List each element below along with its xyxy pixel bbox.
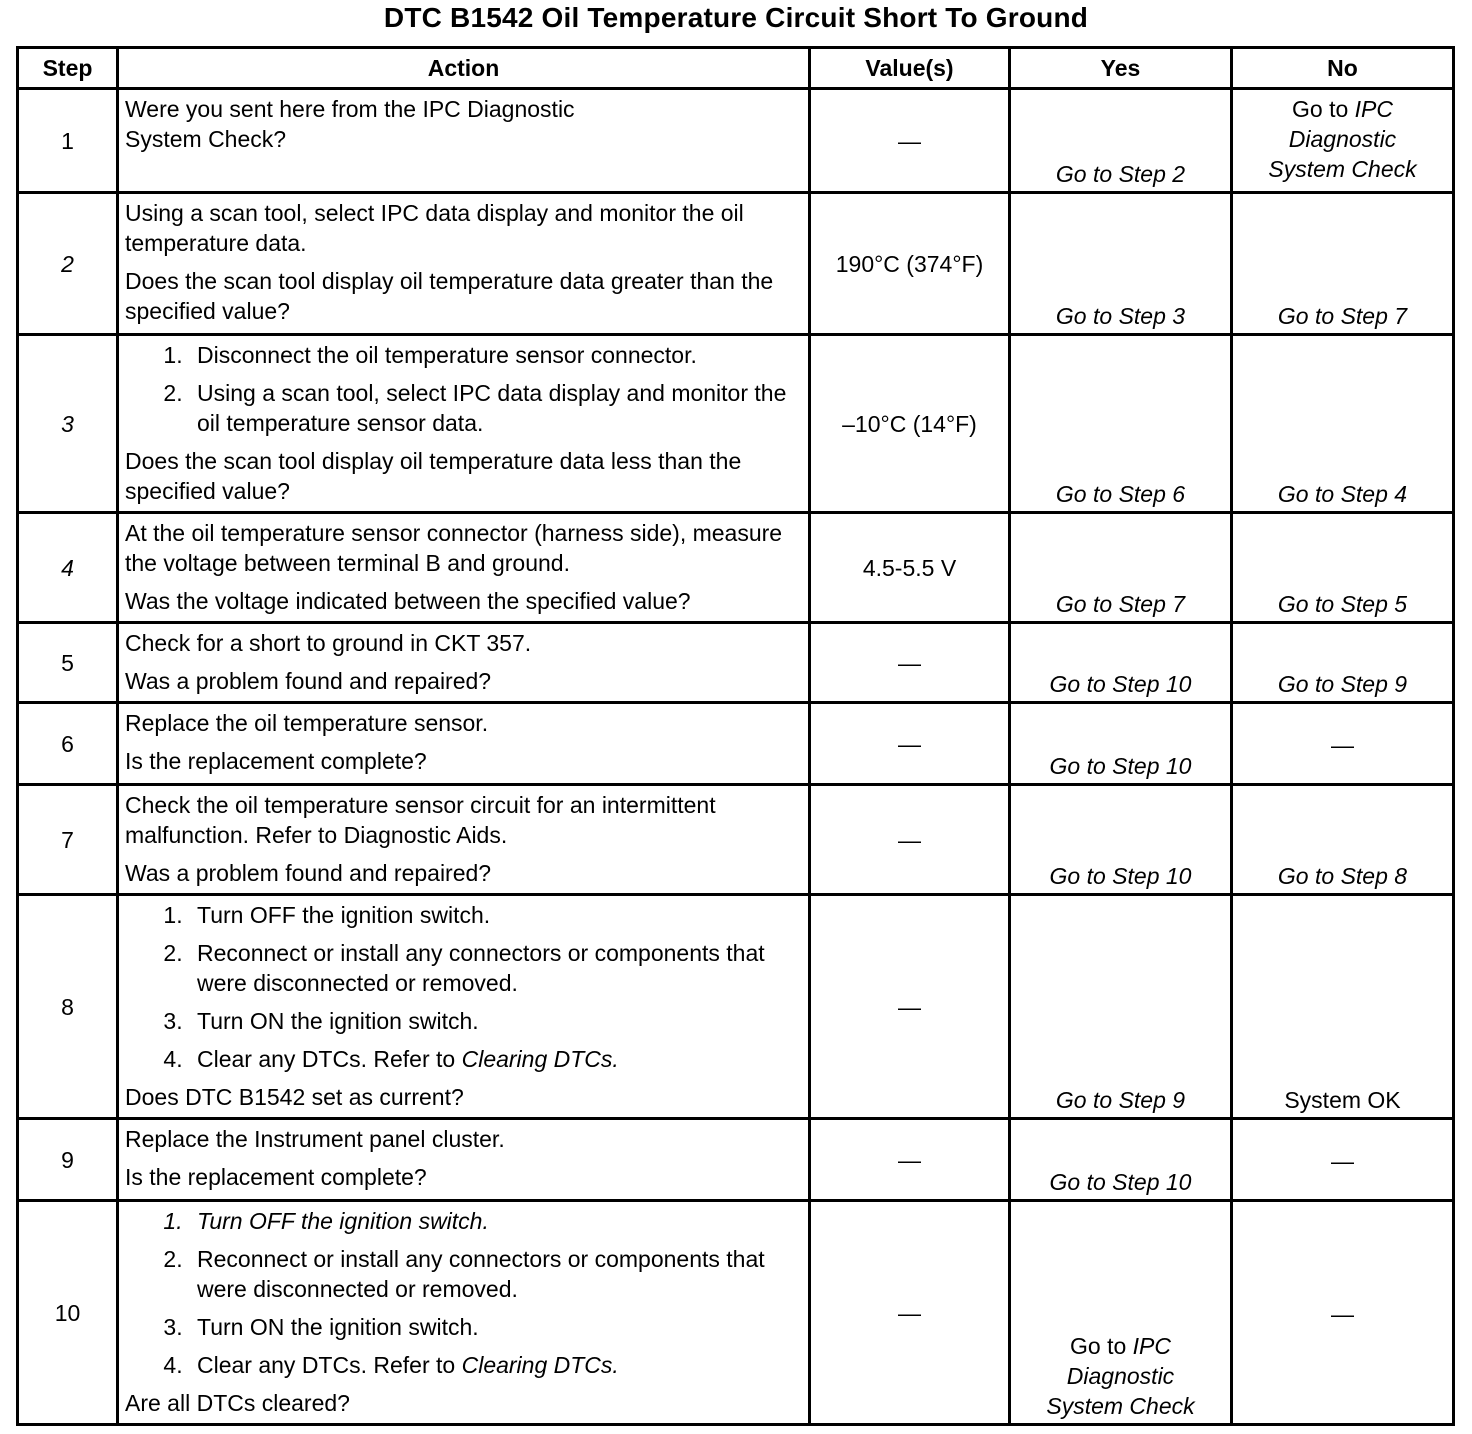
action-cell: [118, 785, 810, 895]
action-question: Was a problem found and repaired?: [125, 668, 492, 694]
step-number: 4: [18, 513, 118, 623]
header-step: Step: [18, 48, 118, 89]
step-number: 7: [18, 785, 118, 895]
dtc-table: [16, 46, 1455, 1426]
action-step-item: 2. Reconnect or install any connectors or components that were disconnected or removed.: [189, 938, 802, 998]
yes-goto: Go to Step 10: [1049, 753, 1192, 779]
yes-goto: Go to Step 3: [1055, 303, 1186, 329]
action-question: Is the replacement complete?: [125, 1164, 427, 1190]
yes-goto: Go to Step 9: [1055, 1087, 1186, 1113]
yes-goto: Go to Step 6: [1055, 481, 1186, 507]
yes-goto: Go to Step 10: [1049, 671, 1192, 697]
action-cell: [118, 335, 810, 513]
action-question: Was the voltage indicated between the specified value?: [125, 588, 691, 614]
table-row: [18, 89, 1454, 193]
action-steps-list: [125, 340, 802, 438]
action-line: Were you sent here from the IPC Diagnostic: [125, 96, 575, 122]
no-cell: —: [1232, 1119, 1454, 1201]
yes-cell: [1010, 1201, 1232, 1425]
action-question: Does the scan tool display oil temperature data less than the specified value?: [125, 448, 742, 504]
step-number: 8: [18, 895, 118, 1119]
table-row: [18, 1201, 1454, 1425]
action-instruction: Using a scan tool, select IPC data display and monitor the oil temperature data.: [125, 200, 744, 256]
action-cell: [118, 89, 810, 193]
action-line: System Check?: [125, 126, 287, 152]
action-step-item: [189, 1044, 802, 1074]
no-cell: [1232, 193, 1454, 335]
action-step-item: 1. Disconnect the oil temperature sensor connector.: [189, 340, 802, 370]
action-steps-list: [125, 1206, 802, 1380]
action-step-text: Clear any DTCs. Refer to: [197, 1352, 462, 1378]
yes-cell: [1010, 193, 1232, 335]
action-step-text: Clear any DTCs. Refer to: [197, 1046, 462, 1072]
table-row: [18, 513, 1454, 623]
header-values: Value(s): [810, 48, 1010, 89]
no-goto-ipc: IPC: [1354, 96, 1393, 122]
value-cell: —: [810, 895, 1010, 1119]
yes-goto: Go to Step 10: [1049, 863, 1192, 889]
table-row: [18, 193, 1454, 335]
action-step-item: 1. Turn OFF the ignition switch.: [189, 1206, 802, 1236]
action-cell: [118, 1119, 810, 1201]
yes-goto-diagnostic: Diagnostic: [1066, 1363, 1175, 1389]
yes-cell: [1010, 785, 1232, 895]
action-step-item: 1. Turn OFF the ignition switch.: [189, 900, 802, 930]
action-instruction: Check for a short to ground in CKT 357.: [125, 630, 532, 656]
yes-goto-ipc: IPC: [1132, 1333, 1171, 1359]
no-goto: Go to Step 7: [1277, 303, 1408, 329]
step-number: 3: [18, 335, 118, 513]
yes-cell: [1010, 513, 1232, 623]
no-goto: Go to Step 5: [1277, 591, 1408, 617]
value-cell: —: [810, 1119, 1010, 1201]
yes-cell: [1010, 335, 1232, 513]
no-cell: [1232, 89, 1454, 193]
table-row: [18, 895, 1454, 1119]
action-step-item: 3. Turn ON the ignition switch.: [189, 1006, 802, 1036]
value-cell: —: [810, 623, 1010, 703]
table-row: [18, 703, 1454, 785]
table-row: [18, 623, 1454, 703]
value-cell: 190°C (374°F): [810, 193, 1010, 335]
action-steps-list: [125, 900, 802, 1074]
no-goto: Go to Step 8: [1277, 863, 1408, 889]
table-row: [18, 335, 1454, 513]
no-cell: [1232, 785, 1454, 895]
action-cell: [118, 703, 810, 785]
action-cell: [118, 1201, 810, 1425]
action-cell: [118, 895, 810, 1119]
header-yes: Yes: [1010, 48, 1232, 89]
action-instruction: At the oil temperature sensor connector (harness side), measure the voltage between terminal B and ground.: [125, 520, 783, 576]
page-title: DTC B1542 Oil Temperature Circuit Short To Ground: [383, 2, 1089, 33]
table-row: [18, 1119, 1454, 1201]
yes-cell: [1010, 895, 1232, 1119]
action-cell: [118, 513, 810, 623]
no-cell: [1232, 335, 1454, 513]
no-cell: —: [1232, 703, 1454, 785]
action-step-item: [189, 1350, 802, 1380]
action-cell: [118, 623, 810, 703]
clearing-dtcs-reference: Clearing DTCs.: [461, 1046, 619, 1072]
no-cell: —: [1232, 1201, 1454, 1425]
action-question: Does DTC B1542 set as current?: [125, 1084, 464, 1110]
step-number: 2: [18, 193, 118, 335]
no-cell: [1232, 513, 1454, 623]
table-row: [18, 785, 1454, 895]
value-cell: –10°C (14°F): [810, 335, 1010, 513]
action-cell: [118, 193, 810, 335]
no-goto-prefix: Go to: [1292, 96, 1355, 122]
no-cell: [1232, 623, 1454, 703]
value-cell: —: [810, 703, 1010, 785]
no-goto-system-check: System Check: [1268, 156, 1417, 182]
value-cell: —: [810, 1201, 1010, 1425]
action-step-item: 3. Turn ON the ignition switch.: [189, 1312, 802, 1342]
yes-goto-prefix: Go to: [1070, 1333, 1133, 1359]
action-step-item: 2. Reconnect or install any connectors or components that were disconnected or removed.: [189, 1244, 802, 1304]
value-cell: 4.5-5.5 V: [810, 513, 1010, 623]
yes-goto: Go to Step 7: [1055, 591, 1186, 617]
yes-cell: [1010, 1119, 1232, 1201]
yes-cell: [1010, 703, 1232, 785]
step-number: 1: [18, 89, 118, 193]
no-goto: Go to Step 9: [1277, 671, 1408, 697]
header-action: Action: [118, 48, 810, 89]
no-goto: Go to Step 4: [1277, 481, 1408, 507]
yes-cell: [1010, 89, 1232, 193]
action-question: Does the scan tool display oil temperature data greater than the specified value?: [125, 268, 774, 324]
action-instruction: Replace the oil temperature sensor.: [125, 710, 489, 736]
step-number: 10: [18, 1201, 118, 1425]
action-step-item: 2. Using a scan tool, select IPC data display and monitor the oil temperature sensor data.: [189, 378, 802, 438]
yes-goto: Go to Step 2: [1055, 161, 1186, 187]
yes-goto-system-check: System Check: [1046, 1393, 1195, 1419]
no-goto-diagnostic: Diagnostic: [1288, 126, 1397, 152]
value-cell: —: [810, 785, 1010, 895]
step-number: 9: [18, 1119, 118, 1201]
value-cell: —: [810, 89, 1010, 193]
action-question: Is the replacement complete?: [125, 748, 427, 774]
step-number: 6: [18, 703, 118, 785]
action-question: Was a problem found and repaired?: [125, 860, 492, 886]
header-no: No: [1232, 48, 1454, 89]
action-question: Are all DTCs cleared?: [125, 1390, 350, 1416]
yes-goto: Go to Step 10: [1049, 1169, 1192, 1195]
header-row: [18, 48, 1454, 89]
action-instruction: Replace the Instrument panel cluster.: [125, 1126, 505, 1152]
no-cell: System OK: [1232, 895, 1454, 1119]
step-number: 5: [18, 623, 118, 703]
yes-cell: [1010, 623, 1232, 703]
action-instruction: Check the oil temperature sensor circuit for an intermittent malfunction. Refer to Diagnostic Aids.: [125, 792, 716, 848]
clearing-dtcs-reference: Clearing DTCs.: [461, 1352, 619, 1378]
